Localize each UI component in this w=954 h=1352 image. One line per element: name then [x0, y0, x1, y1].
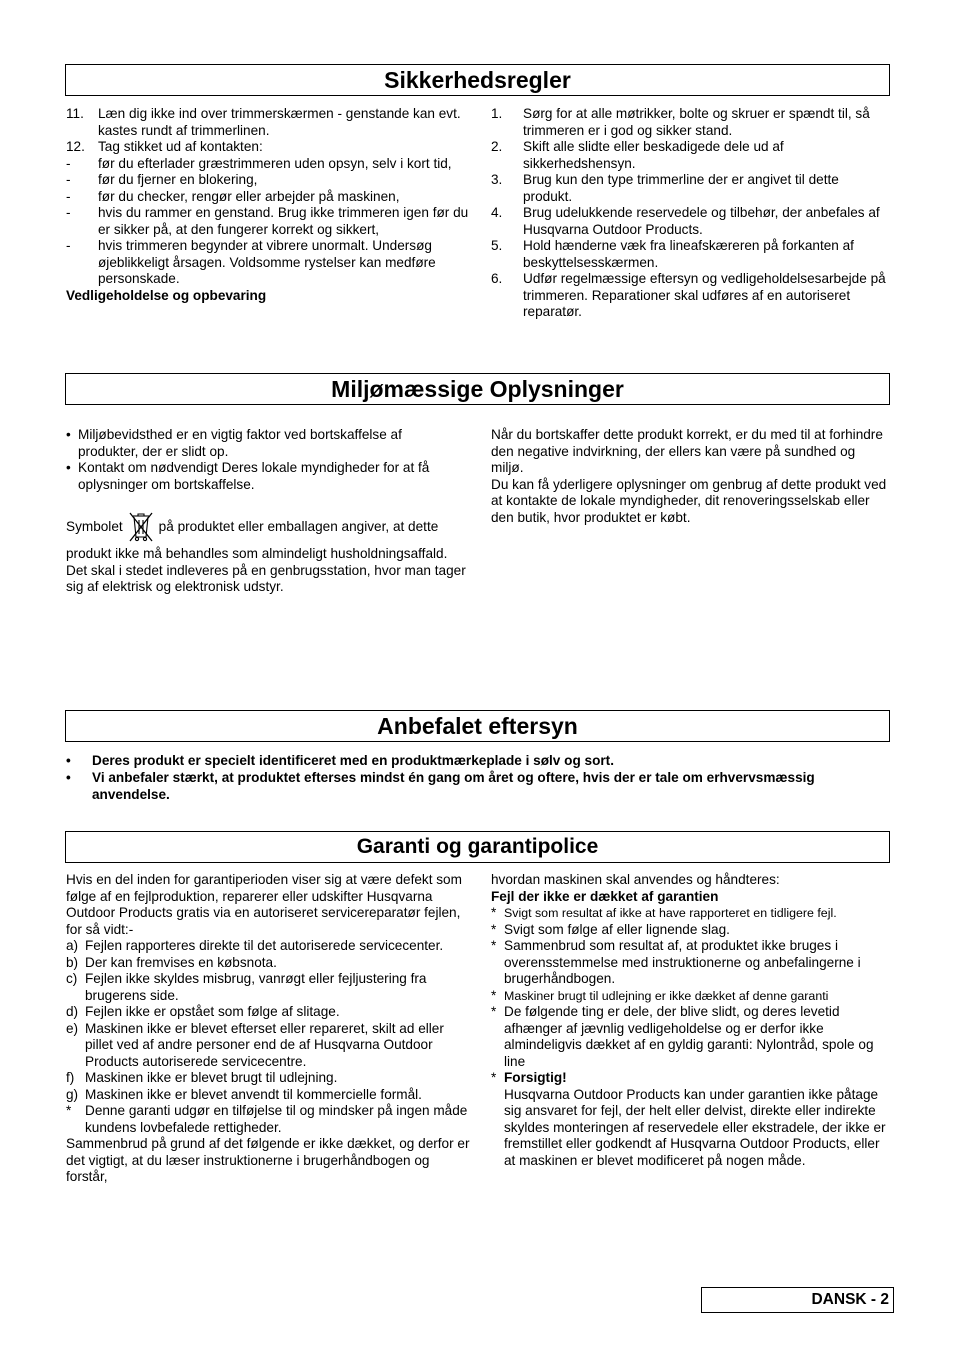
list-item: b) Der kan fremvises en købsnota. — [66, 954, 277, 970]
list-item: • Deres produkt er specielt identificeret med en produktmærkeplade i sølv og sort. — [66, 753, 614, 768]
list-item: 11. Læn dig ikke ind over trimmerskærmen - genstande kan evt. kastes rundt af trimmerlinen. — [66, 106, 461, 138]
warranty-closing: Sammenbrud på grund af det følgende er ikke dækket, og derfor er det vigtigt, at du læser instruktionerne i brugerhåndbogen og forstår, — [66, 1136, 470, 1184]
list-item: • Kontakt om nødvendigt Deres lokale myndigheder for at få oplysninger om bortskaffelse. — [66, 460, 430, 492]
section-title-warranty: Garanti og garantipolice — [65, 831, 890, 863]
environment-bullets — [66, 427, 466, 493]
safety-right-list — [491, 106, 889, 321]
warranty-conditions — [66, 938, 470, 1136]
list-item: * Maskiner brugt til udlejning er ikke dækket af denne garanti — [491, 987, 829, 1003]
list-item: g) Maskinen ikke er blevet anvendt til kommercielle formål. — [66, 1086, 422, 1102]
section-title-service: Anbefalet eftersyn — [65, 710, 890, 742]
list-item: - før du checker, rengør eller arbejder på maskinen, — [66, 188, 400, 204]
caution-text: Husqvarna Outdoor Products kan under garantien ikke påtage sig ansvaret for fejl, der helt eller delvist, direkte eller indirekte skyldes monteringen af reservedele eller ekstradele, der ikke er fremstillet eller godkendt af Husqvarna Outdoor Products, eller at maskinen er blevet modificeret på nogen måde. — [504, 1086, 886, 1168]
list-item: 3. Brug kun den type trimmerline der er angivet til dette produkt. — [491, 172, 839, 204]
list-item: a) Fejlen rapporteres direkte til det autoriserede servicecenter. — [66, 938, 444, 953]
list-item: 2. Skift alle slidte eller beskadigede dele ud af sikkerhedshensyn. — [491, 139, 784, 171]
list-item: • Vi anbefaler stærkt, at produktet efterses mindst én gang om året og oftere, hvis der er tale om erhvervsmæssig anvendelse. — [66, 770, 815, 802]
section-title-environment: Miljømæssige Oplysninger — [65, 373, 890, 405]
list-item: 5. Hold hænderne væk fra lineafskæreren på forkanten af beskyttelsesskærmen. — [491, 238, 854, 270]
list-item: - før du fjerner en blokering, — [66, 172, 258, 187]
maintenance-subheading: Vedligeholdelse og opbevaring — [66, 287, 267, 303]
list-item: d) Fejlen ikke er opstået som følge af slitage. — [66, 1004, 340, 1019]
list-item: • Miljøbevidsthed er en vigtig faktor ved bortskaffelse af produkter, der er slidt op. — [66, 427, 402, 459]
not-covered-subheading: Fejl der ikke er dækket af garantien — [491, 888, 719, 904]
disposal-paragraph: Symbolet på produktet eller emballagen angiver, at dette produkt ikke må behandles som almindeligt husholdningsaffald. Det skal i stedet indleveres på en genbrugsstation, hvor man tager sig af elektrisk og elektronisk udstyr. — [66, 510, 466, 596]
list-item: * De følgende ting er dele, der blive slidt, og deres levetid afhænger af jævnlig vedligeholdelse og er derfor ikke almindeligvis dækket af en gyldig garanti: Nylontråd, spole og line — [491, 1004, 874, 1069]
list-item: * Denne garanti udgør en tilføjelse til og mindsker på ingen måde kundens lovbefalede rettigheder. — [66, 1103, 468, 1135]
safety-left-list — [66, 106, 470, 288]
environment-paragraph: Når du bortskaffer dette produkt korrekt, er du med til at forhindre den negative indvirkning, der ellers kan være på sundhed og miljø. — [491, 427, 883, 475]
list-item: f) Maskinen ikke er blevet brugt til udlejning. — [66, 1070, 338, 1085]
list-item: e) Maskinen ikke er blevet efterset eller repareret, skilt ad eller pillet ved af andre personer end de af Husqvarna Outdoor Products autoriserede servicecentre. — [66, 1020, 444, 1069]
list-item: 1. Sørg for at alle møtrikker, bolte og skruer er spændt til, så trimmeren er i god og sikker stand. — [491, 106, 870, 138]
safety-left-column — [66, 106, 470, 304]
list-item: - før du efterlader græstrimmeren uden opsyn, selv i kort tid, — [66, 155, 452, 171]
not-covered-list — [491, 905, 889, 1169]
warranty-continuation: hvordan maskinen skal anvendes og håndteres: — [491, 872, 780, 887]
service-recommendations — [66, 752, 890, 803]
environment-paragraph: Du kan få yderligere oplysninger om genbrug af dette produkt ved at kontakte de lokale myndigheder, dit renoveringsselskab eller den butik, hvor produktet er købt. — [491, 476, 887, 525]
list-item: 12. Tag stikket ud af kontakten: — [66, 139, 263, 154]
warranty-left-column — [66, 872, 470, 1186]
list-item: - hvis du rammer en genstand. Brug ikke trimmeren igen før du er sikker på, at den fungerer korrekt og sikkert, — [66, 205, 469, 237]
section-title-safety: Sikkerhedsregler — [65, 64, 890, 96]
safety-right-column — [491, 106, 889, 321]
list-item: * Svigt som resultat af ikke at have rapporteret en tidligere fejl. — [491, 905, 837, 920]
warranty-right-column — [491, 872, 889, 1169]
crossed-out-wheelie-bin-icon — [126, 510, 156, 547]
caution-item: * Forsigtig! Husqvarna Outdoor Products kan under garantien ikke påtage sig ansvaret for fejl, der helt eller delvist, direkte eller indirekte skyldes monteringen af reservedele eller ekstradele, der ikke er fremstillet eller godkendt af Husqvarna Outdoor Products, eller at maskinen er blevet modificeret på nogen måde. — [491, 1070, 889, 1169]
warranty-intro: Hvis en del inden for garantiperioden viser sig at være defekt som følge af en fejlproduktion, reparerer eller udskifter Husqvarna Outdoor Products gratis via en autoriseret servicereparatør fejlen, for så vidt:- — [66, 872, 462, 937]
list-item: 4. Brug udelukkende reservedele og tilbehør, der anbefales af Husqvarna Outdoor Products. — [491, 205, 880, 237]
list-item: 6. Udfør regelmæssige eftersyn og vedligeholdelsesarbejde på trimmeren. Reparationer skal udføres af en autoriseret reparatør. — [491, 271, 886, 319]
caution-title: Forsigtig! — [504, 1070, 567, 1085]
list-item: * Sammenbrud som resultat af, at produktet ikke bruges i overensstemmelse med instruktionerne og anbefalingerne i brugerhåndbogen. — [491, 938, 861, 986]
page-footer-label: DANSK - 2 — [701, 1287, 894, 1313]
list-item: c) Fejlen ikke skyldes misbrug, vanrøgt eller fejljustering fra brugerens side. — [66, 971, 427, 1003]
list-item: - hvis trimmeren begynder at vibrere unormalt. Undersøg øjeblikkeligt årsagen. Voldsomme rystelser kan medføre personskade. — [66, 238, 436, 286]
environment-right-column — [491, 427, 889, 526]
list-item: * Svigt som følge af eller lignende slag. — [491, 921, 730, 937]
environment-left-column — [66, 427, 466, 596]
